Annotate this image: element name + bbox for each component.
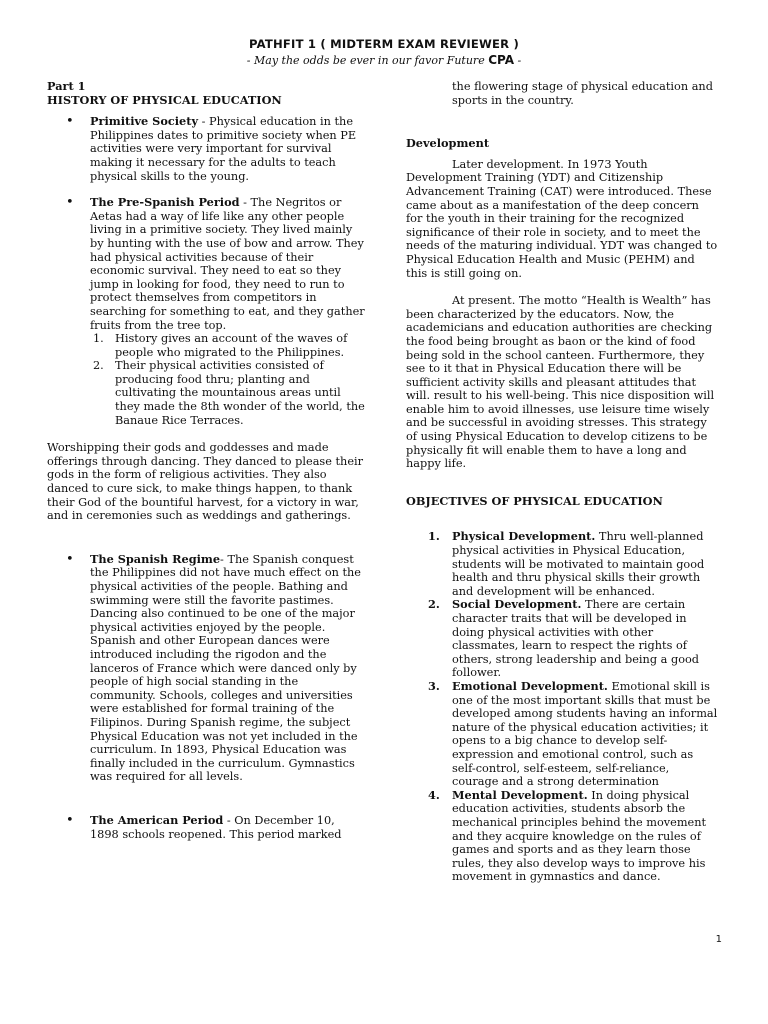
objective-number: 1. xyxy=(428,529,440,544)
development-heading: Development xyxy=(406,136,490,151)
page-title: PATHFIT 1 ( MIDTERM EXAM REVIEWER ) xyxy=(249,37,519,51)
left-column xyxy=(47,80,367,841)
worship-paragraph: Worshipping their gods and goddesses and made offerings through dancing. They danced to please their gods in the form of religious activities. They also danced to cure sick, to make things happen, to thank their God of the bountiful harvest, for a victory in war, and in ceremonies such as weddings and gatherings. xyxy=(47,441,364,523)
spanish-text: - The Spanish conquest the Philippines did not have much effect on the physical activities of the people. Bathing and swimming were still the favorite pastimes. Dancing also continued to be one of the major physical activities enjoyed by the people. Spanish and other European dances were introduced including the rigodon and the lanceros of France which were danced only by people of high social standing in the community. Schools, colleges and universities were established for formal training of the Filipinos. During Spanish regime, the subject Physical Education was not yet included in the curriculum. In 1893, Physical Education was finally included in the curriculum. Gymnastics was required for all levels. xyxy=(90,552,361,784)
american-term: The American Period xyxy=(90,812,224,827)
development-paragraph-2: At present. The motto “Health is Wealth” has been characterized by the educators. Now, the academicians and education authorities are checking the food being brought as baon or the kind of food being sold in the school canteen. Furthermore, they see to it that in Physical Education there will be sufficient activity skills and pleasant attitudes that will. result to his well-being. This nice disposition will enable him to avoid illnesses, use leisure time wisely and be successful in avoiding stresses. This strategy of using Physical Education to develop citizens to be physically fit will enable them to have a long and happy life. xyxy=(406,294,715,471)
part-label: Part 1 xyxy=(47,79,86,93)
objectives-list xyxy=(406,530,718,883)
objective-term: Emotional Development. xyxy=(452,678,608,693)
sub-item-number: 1. xyxy=(93,332,104,346)
objective-number: 3. xyxy=(428,678,440,693)
history-heading: HISTORY OF PHYSICAL EDUCATION xyxy=(47,92,282,107)
objective-term: Mental Development. xyxy=(452,787,588,802)
continuation-text: the flowering stage of physical education and sports in the country. xyxy=(452,80,713,107)
prespanish-term: The Pre-Spanish Period xyxy=(90,195,240,210)
history-list xyxy=(47,115,367,332)
prespanish-text: - The Negritos or Aetas had a way of life like any other people living in a primitive society. They lived mainly by hunting with the use of bow and arrow. They had physical activities because of their economic survival. They need to eat so they jump in looking for food, they need to run to protect themselves from competitors in searching for something to eat, and they gather fruits from the tree top. xyxy=(90,196,365,332)
american-text: - On December 10, 1898 schools reopened. This period marked xyxy=(90,813,342,841)
motto-dash-left: - xyxy=(246,54,251,67)
primitive-text: - Physical education in the Philippines dates to primitive society when PE activities were very important for survival making it necessary for the adults to teach physical skills to the young. xyxy=(90,115,357,183)
objective-item-mental xyxy=(406,789,718,884)
objective-item-emotional xyxy=(406,680,718,789)
motto-cpa: CPA xyxy=(488,53,514,67)
list-item-prespanish xyxy=(47,196,367,332)
page-number: 1 xyxy=(715,934,722,945)
objective-text: In doing physical education activities, students absorb the mechanical principles behind the movement and they acquire knowledge on the rules of games and sports and as they learn those rules, they also develop ways to improve his movement in gymnastics and dance. xyxy=(452,788,707,884)
list-item-primitive xyxy=(47,115,367,183)
sub-item xyxy=(47,332,367,359)
sub-item-text: Their physical activities consisted of producing food thru; planting and cultivating the mountainous areas until they made the 8th wonder of the world, the Banaue Rice Terraces. xyxy=(115,359,365,427)
objective-text: Thru well-planned physical activities in Physical Education, students will be motivated to maintain good health and thru physical skills their growth and development will be enhanced. xyxy=(452,530,705,598)
objective-item-social xyxy=(406,598,718,680)
history-list-2 xyxy=(47,553,367,841)
sub-item xyxy=(47,359,367,427)
primitive-term: Primitive Society xyxy=(90,114,199,129)
prespanish-sublist xyxy=(47,332,367,427)
sub-item-number: 2. xyxy=(93,359,104,373)
development-paragraph-1: Later development. In 1973 Youth Development Training (YDT) and Citizenship Advancement Training (CAT) were introduced. These came about as a manifestation of the deep concern for the youth in their training for the recognized significance of their role in society, and to meet the needs of the maturing individual. YDT was changed to Physical Education Health and Music (PEHM) and this is still going on. xyxy=(406,157,718,280)
spanish-term: The Spanish Regime xyxy=(90,551,221,566)
objectives-heading: OBJECTIVES OF PHYSICAL EDUCATION xyxy=(406,493,663,508)
motto-text: May the odds be ever in our favor Future xyxy=(254,54,485,67)
list-item-american xyxy=(47,814,367,841)
list-item-spanish xyxy=(47,553,367,784)
objective-number: 2. xyxy=(428,597,440,612)
objective-term: Physical Development. xyxy=(452,529,596,544)
objective-number: 4. xyxy=(428,787,440,802)
objective-term: Social Development. xyxy=(452,597,582,612)
sub-item-text: History gives an account of the waves of people who migrated to the Philippines. xyxy=(115,332,348,359)
objective-text: Emotional skill is one of the most important skills that must be developed among students having an informal nature of the physical education activities; it opens to a big chance to develop self-expression and emotional control, such as self-control, self-esteem, self-reliance, courage and a strong determination xyxy=(452,679,718,789)
objective-item-physical xyxy=(406,530,718,598)
right-column xyxy=(406,80,718,884)
motto-dash-right: - xyxy=(517,54,522,67)
objective-text: There are certain character traits that will be developed in doing physical activities with other classmates, learn to respect the rights of others, strong leadership and being a good follower. xyxy=(452,598,700,680)
motto-line xyxy=(0,53,768,67)
